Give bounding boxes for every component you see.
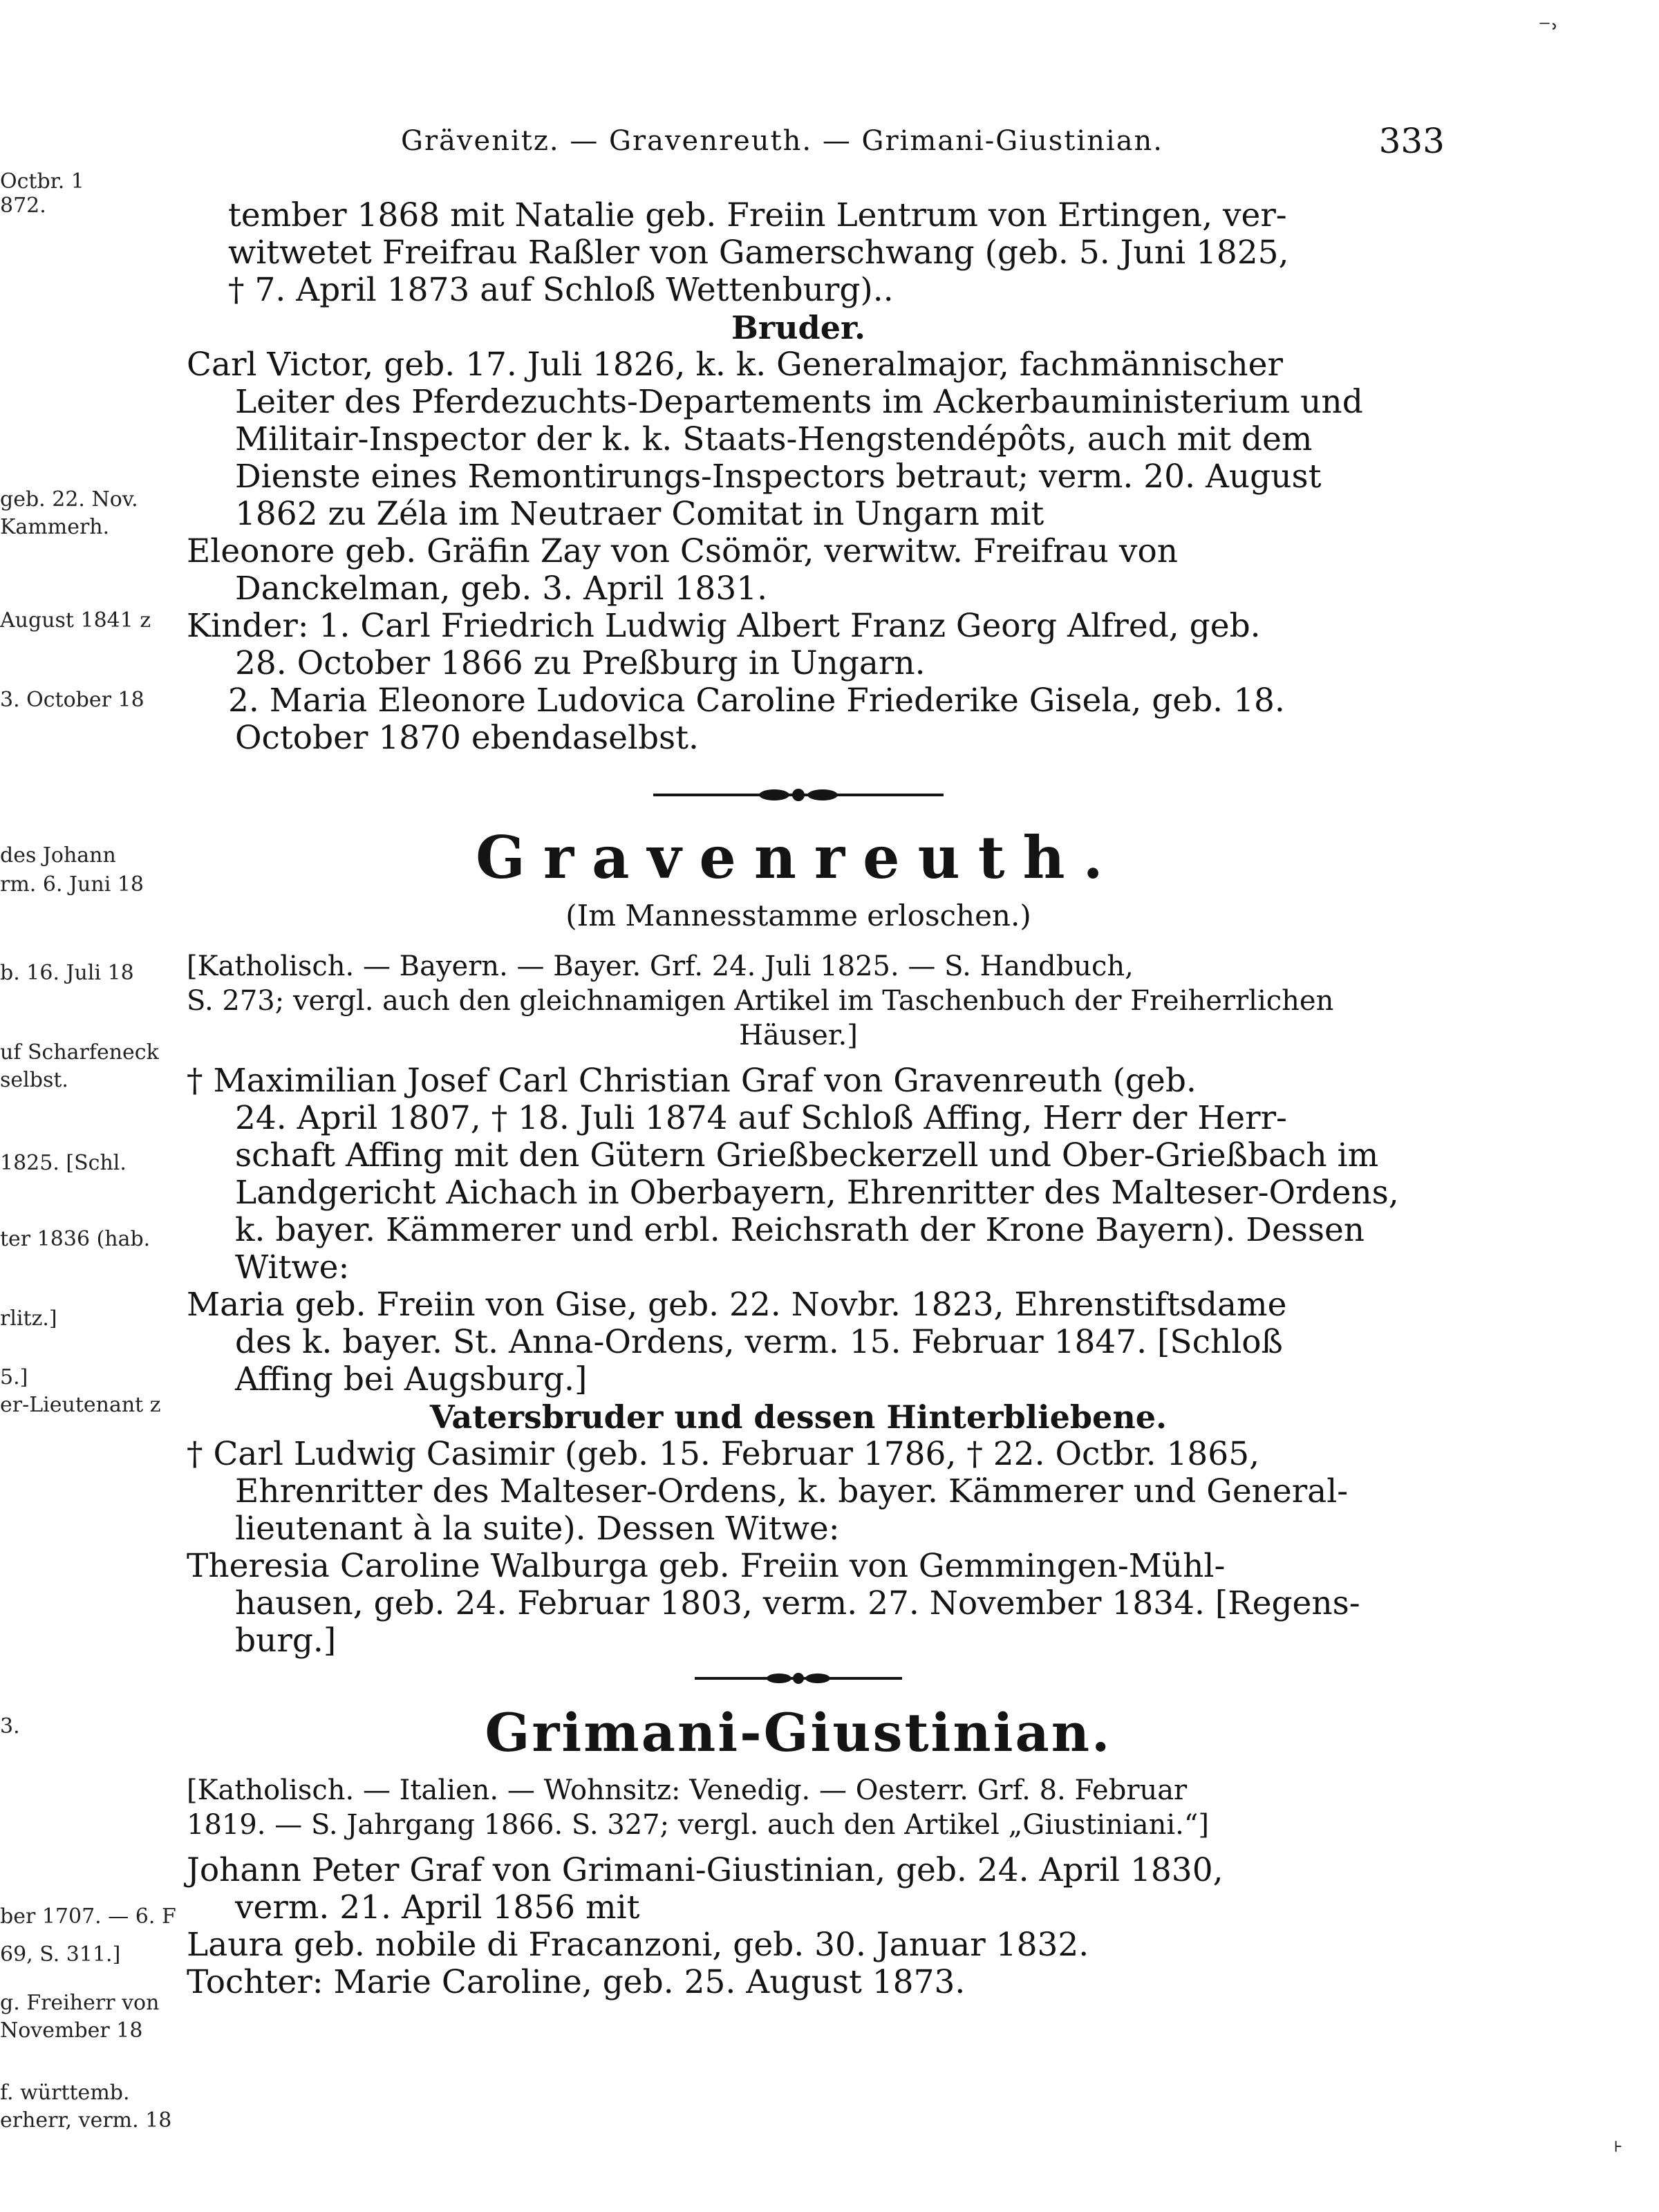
- brother-heading: Bruder.: [731, 309, 866, 346]
- section-title: Grimani-Giustinian.: [485, 1702, 1112, 1763]
- text-line: burg.]: [235, 1622, 337, 1660]
- running-header: [401, 121, 1445, 176]
- text-line: Danckelman, geb. 3. April 1831.: [235, 570, 768, 608]
- text-line: tember 1868 mit Natalie geb. Freiin Lentrum von Ertingen, ver-: [228, 196, 1287, 234]
- margin-fragment: ter 1836 (hab.: [0, 1227, 151, 1251]
- section-subtitle: (Im Mannesstamme erloschen.): [565, 899, 1031, 932]
- margin-fragment: erherr, verm. 18: [0, 2108, 172, 2133]
- text-line: 2. Maria Eleonore Ludovica Caroline Friederike Gisela, geb. 18.: [228, 682, 1285, 720]
- margin-fragment: uf Scharfeneck: [0, 1040, 159, 1065]
- text-line: † Carl Ludwig Casimir (geb. 15. Februar 1786, † 22. Octbr. 1865,: [187, 1435, 1260, 1473]
- margin-fragment: November 18: [0, 2018, 143, 2043]
- text-line: Leiter des Pferdezuchts-Departements im Ackerbauministerium und: [235, 383, 1363, 421]
- text-line: Landgericht Aichach in Oberbayern, Ehrenritter des Malteser-Ordens,: [235, 1174, 1399, 1212]
- text-line: 28. October 1866 zu Preßburg in Ungarn.: [235, 644, 926, 682]
- margin-fragment: f. württemb.: [0, 2081, 130, 2105]
- note-line: 1819. — S. Jahrgang 1866. S. 327; vergl. auch den Artikel „Giustiniani.“]: [187, 1809, 1209, 1841]
- note-line: Häuser.]: [739, 1020, 858, 1051]
- text-line: Maria geb. Freiin von Gise, geb. 22. Novbr. 1823, Ehrenstiftsdame: [187, 1286, 1287, 1324]
- text-line: hausen, geb. 24. Februar 1803, verm. 27. November 1834. [Regens-: [235, 1584, 1360, 1622]
- scan-mark: ˫: [1614, 2130, 1622, 2158]
- margin-fragment: 3. October 18: [0, 688, 144, 712]
- text-line: Tochter: Marie Caroline, geb. 25. August 1873.: [187, 1963, 966, 2001]
- note-line: [Katholisch. — Bayern. — Bayer. Grf. 24. Juli 1825. — S. Handbuch,: [187, 950, 1134, 982]
- margin-fragment: rm. 6. Juni 18: [0, 872, 144, 897]
- margin-fragment: g. Freiherr von: [0, 1991, 160, 2015]
- uncle-heading: Vatersbruder und dessen Hinterbliebene.: [429, 1398, 1168, 1436]
- left-margin-fragments: [0, 0, 176, 2212]
- page-number: 333: [1378, 121, 1445, 161]
- text-line: Witwe:: [235, 1248, 350, 1286]
- margin-fragment: 69, S. 311.]: [0, 1942, 121, 1967]
- text-line: Kinder: 1. Carl Friedrich Ludwig Albert Franz Georg Alfred, geb.: [187, 607, 1261, 645]
- text-line: 24. April 1807, † 18. Juli 1874 auf Schloß Affing, Herr der Herr-: [235, 1099, 1287, 1137]
- text-line: k. bayer. Kämmerer und erbl. Reichsrath der Krone Bayern). Dessen: [235, 1211, 1365, 1249]
- text-line: Militair-Inspector der k. k. Staats-Hengstendépôts, auch mit dem: [235, 420, 1313, 458]
- text-line: des k. bayer. St. Anna-Ordens, verm. 15. Februar 1847. [Schloß: [235, 1323, 1283, 1361]
- scan-mark: ⁻˒: [1538, 14, 1559, 42]
- text-line: Carl Victor, geb. 17. Juli 1826, k. k. Generalmajor, fachmännischer: [187, 346, 1283, 384]
- text-line: Eleonore geb. Gräfin Zay von Csömör, verwitw. Freifrau von: [187, 532, 1179, 570]
- text-line: witwetet Freifrau Raßler von Gamerschwang (geb. 5. Juni 1825,: [228, 234, 1289, 272]
- text-line: Dienste eines Remontirungs-Inspectors betraut; verm. 20. August: [235, 458, 1322, 496]
- margin-fragment: b. 16. Juli 18: [0, 961, 134, 985]
- note-line: [Katholisch. — Italien. — Wohnsitz: Venedig. — Oesterr. Grf. 8. Februar: [187, 1774, 1188, 1806]
- section-graevenitz-continuation: [180, 197, 1417, 757]
- ornament-divider: [695, 1669, 902, 1687]
- text-line: Theresia Caroline Walburga geb. Freiin von Gemmingen-Mühl-: [187, 1547, 1226, 1585]
- text-line: lieutenant à la suite). Dessen Witwe:: [235, 1510, 840, 1548]
- margin-fragment: 872.: [0, 194, 46, 218]
- margin-fragment: 1825. [Schl.: [0, 1151, 126, 1175]
- text-line: 1862 zu Zéla im Neutraer Comitat in Ungarn mit: [235, 495, 1044, 533]
- running-title: Grävenitz. — Gravenreuth. — Grimani-Giustinian.: [401, 125, 1164, 157]
- margin-fragment: rlitz.]: [0, 1306, 57, 1331]
- text-line: Affing bei Augsburg.]: [235, 1360, 588, 1398]
- margin-fragment: er-Lieutenant z: [0, 1393, 161, 1417]
- text-line: † 7. April 1873 auf Schloß Wettenburg)..: [228, 271, 894, 309]
- text-line: October 1870 ebendaselbst.: [235, 719, 699, 757]
- ornament-divider: [653, 785, 944, 805]
- margin-fragment: ber 1707. — 6. F: [0, 1904, 176, 1929]
- text-line: verm. 21. April 1856 mit: [235, 1888, 640, 1927]
- text-line: Laura geb. nobile di Fracanzoni, geb. 30. Januar 1832.: [187, 1926, 1089, 1964]
- note-line: S. 273; vergl. auch den gleichnamigen Artikel im Taschenbuch der Freiherrlichen: [187, 985, 1334, 1017]
- margin-fragment: selbst.: [0, 1068, 68, 1092]
- margin-fragment: Octbr. 1: [0, 169, 84, 194]
- margin-fragment: August 1841 z: [0, 608, 151, 632]
- margin-fragment: geb. 22. Nov.: [0, 487, 138, 512]
- text-line: schaft Affing mit den Gütern Grießbeckerzell und Ober-Grießbach im: [235, 1136, 1379, 1174]
- margin-fragment: 5.]: [0, 1365, 28, 1389]
- text-line: Johann Peter Graf von Grimani-Giustinian, geb. 24. April 1830,: [187, 1851, 1224, 1889]
- section-gravenreuth: [180, 823, 1417, 1660]
- margin-fragment: des Johann: [0, 843, 116, 868]
- main-text: [180, 197, 1417, 2001]
- section-grimani-giustinian: [180, 1700, 1417, 2001]
- margin-fragment: Kammerh.: [0, 515, 110, 539]
- text-line: † Maximilian Josef Carl Christian Graf von Gravenreuth (geb.: [187, 1062, 1197, 1100]
- margin-fragment: 3.: [0, 1714, 20, 1738]
- text-line: Ehrenritter des Malteser-Ordens, k. bayer. Kämmerer und General-: [235, 1472, 1349, 1510]
- section-title: Gravenreuth.: [476, 823, 1121, 892]
